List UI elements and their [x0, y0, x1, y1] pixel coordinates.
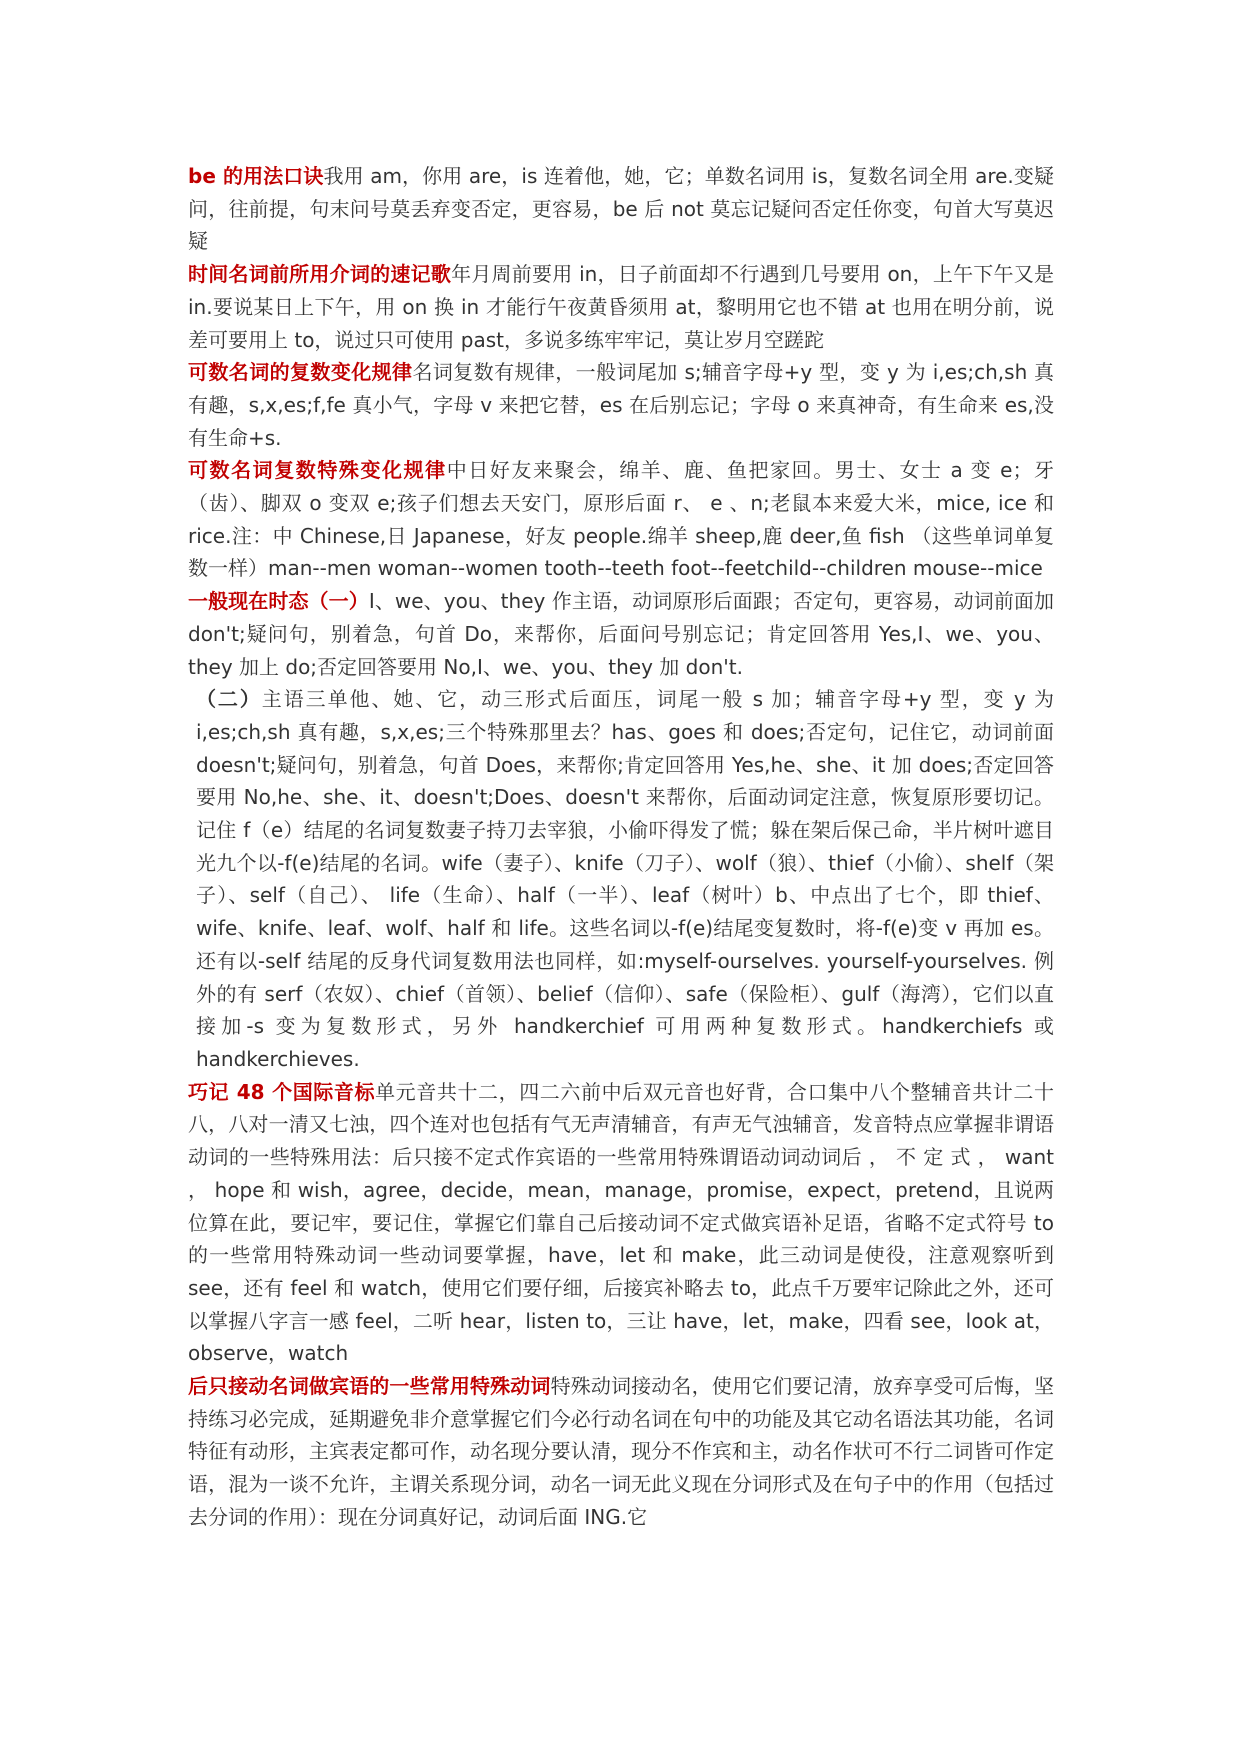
section-body: I、we、you、they 作主语，动词原形后面跟；否定句，更容易，动词前面加 don't;疑问句，别着急，句首 Do，来帮你，后面问号别忘记；肯定回答用 Yes,I、we、you、they 加上 do;否定回答要用 No,I、we、you、they 加 don't. [188, 589, 1054, 679]
section-subheading: （二） [196, 687, 262, 712]
paragraph-irregular-plurals [188, 454, 1054, 585]
paragraph-gerund-verbs [188, 1370, 1054, 1534]
paragraph-be-usage [188, 160, 1054, 258]
section-body: 名词复数有规律，一般词尾加 s;辅音字母+y 型，变 y 为 i,es;ch,sh 真有趣，s,x,es;f,fe 真小气，字母 v 来把它替，es 在后别忘记；字母 o 来真神奇，有生命来 es,没有生命+s. [188, 360, 1055, 450]
section-body: 特殊动词接动名，使用它们要记清，放弃享受可后悔，坚持练习必完成，延期避免非介意掌握它们今必行动名词在句中的功能及其它动名语法其功能，名词特征有动形，主宾表定都可作，动名现分要认清，现分不作宾和主，动名作状可不行二词皆可作定语，混为一谈不允许，主谓关系现分词，动名一词无此义现在分词形式及在句子中的作用（包括过去分词的作用）：现在分词真好记，动词后面 ING.它 [188, 1374, 1055, 1529]
section-body: 我用 am，你用 are，is 连着他，她，它；单数名词用 is，复数名词全用 are.变疑问，往前提，句末问号莫丢弃变否定，更容易，be 后 not 莫忘记疑问否定任你变，句首大写莫迟疑 [188, 164, 1055, 254]
document-page [188, 160, 1054, 1534]
paragraph-time-prepositions [188, 258, 1054, 356]
section-body: 中日好友来聚会，绵羊、鹿、鱼把家回。男士、女士 a 变 e；牙（齿）、脚双 o 变双 e;孩子们想去天安门，原形后面 r、 e 、n;老鼠本来爱大米，mice, ice 和 rice.注：中 Chinese,日 Japanese，好友 people.绵羊 sheep,鹿 deer,鱼 fish （这些单词单复数一样）man--men woman--women tooth--teeth foot--feetchild--children mouse--mice [188, 458, 1055, 581]
section-heading: 后只接动名词做宾语的一些常用特殊动词 [188, 1374, 551, 1399]
section-body: 年月周前要用 in，日子前面却不行遇到几号要用 on，上午下午又是 in.要说某日上下午，用 on 换 in 才能行午夜黄昏须用 at，黎明用它也不错 at 也用在明分前，说差可要用上 to，说过只可使用 past，多说多练牢牢记，莫让岁月空蹉跎 [188, 262, 1055, 352]
paragraph-simple-present-1 [188, 585, 1054, 683]
section-heading: 巧记 48 个国际音标 [188, 1079, 376, 1104]
section-heading: 可数名词的复数变化规律 [188, 360, 413, 385]
section-body: 单元音共十二，四二六前中后双元音也好背，合口集中八个整辅音共计二十八，八对一清又七浊，四个连对也包括有气无声清辅音，有声无气浊辅音，发音特点应掌握非谓语动词的一些特殊用法：后只接不定式作宾语的一些常用特殊谓语动词动词后 ， 不 定 式 ， want ， hope 和 wish，agree，decide，mean，manage，promise，expect，pretend，且说两位算在此，要记牢，要记住，掌握它们靠自己后接动词不定式做宾语补足语，省略不定式符号 to 的一些常用特殊动词一些动词要掌握，have，let 和 make，此三动词是使役，注意观察听到 see，还有 feel 和 watch，使用它们要仔细，后接宾补略去 to，此点千万要牢记除此之外，还可以掌握八字言一感 feel，二听 hear，listen to，三让 have，let，make，四看 see，look at，observe，watch [188, 1079, 1054, 1366]
paragraph-phonetics [188, 1076, 1054, 1370]
paragraph-simple-present-2 [188, 683, 1054, 1075]
section-heading: 可数名词复数特殊变化规律 [188, 458, 447, 483]
section-heading: 一般现在时态（一） [188, 589, 369, 614]
section-heading: be 的用法口诀 [188, 164, 324, 188]
section-body: 主语三单他、她、它，动三形式后面压，词尾一般 s 加；辅音字母+y 型，变 y 为 i,es;ch,sh 真有趣，s,x,es;三个特殊那里去？has、goes 和 does;否定句，记住它，动词前面 doesn't;疑问句，别着急，句首 Does，来帮你;肯定回答用 Yes,he、she、it 加 does;否定回答要用 No,he、she、it、doesn't;Does、doesn't 来帮你，后面动词定注意，恢复原形要切记。记住 f（e）结尾的名词复数妻子持刀去宰狼，小偷吓得发了慌；躲在架后保己命，半片树叶遮目光九个以-f(e)结尾的名词。wife（妻子）、knife（刀子）、wolf（狼）、thief（小偷）、shelf（架子）、self（自己）、 life（生命）、half（一半）、leaf（树叶）b、中点出了七个，即 thief、wife、knife、leaf、wolf、half 和 life。这些名词以-f(e)结尾变复数时，将-f(e)变 v 再加 es。还有以-self 结尾的反身代词复数用法也同样，如:myself-ourselves. yourself-yourselves. 例外的有 serf（农奴）、chief（首领）、belief（信仰）、safe（保险柜）、gulf（海湾），它们以直接加-s 变为复数形式，另外 handkerchief 可用两种复数形式。handkerchiefs 或 handkerchieves. [196, 687, 1054, 1071]
paragraph-plural-rules [188, 356, 1054, 454]
section-heading: 时间名词前所用介词的速记歌 [188, 262, 452, 287]
